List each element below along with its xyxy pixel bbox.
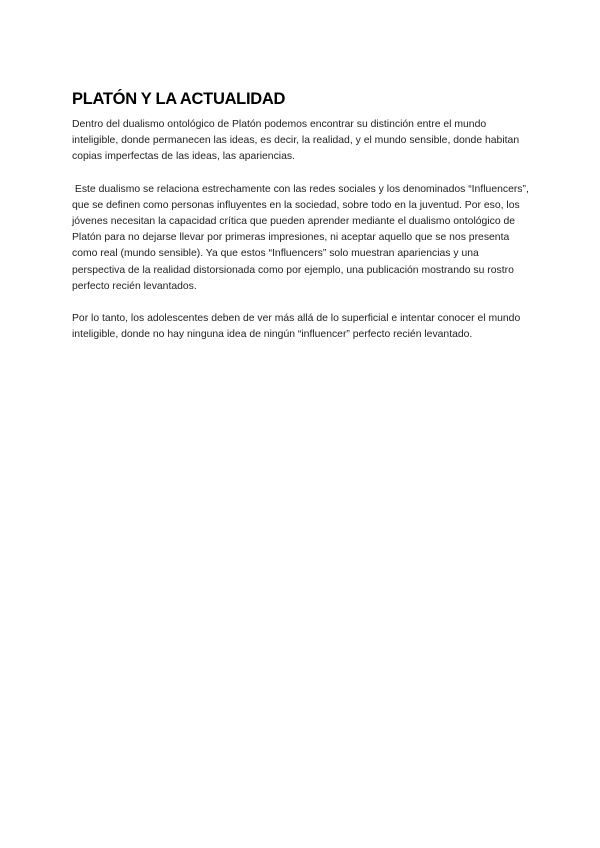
- document-title: PLATÓN Y LA ACTUALIDAD: [72, 90, 286, 108]
- paragraph-spacer: [72, 295, 532, 311]
- paragraph-spacer: [72, 166, 532, 182]
- paragraph-dualismo: Dentro del dualismo ontológico de Platón podemos encontrar su distinción entre el mundo inteligible, donde permanecen las ideas, es decir, la realidad, y el mundo sensible, donde habitan copias imperfectas de las ideas, las apariencias.: [72, 119, 522, 163]
- paragraph-influencers: Este dualismo se relaciona estrechamente con las redes sociales y los denominados “Influencers”, que se definen como personas influyentes en la sociedad, sobre todo en la juventud. Por eso, los jóvenes necesitan la capacidad crítica que pueden aprender mediante el dualismo ontológico de Platón para no dejarse llevar por primeras impresiones, ni aceptar aquello que se nos presenta como real (mundo sensible). Ya que estos “Influencers” solo muestran apariencias y una perspectiva de la realidad distorsionada como por ejemplo, una publicación mostrando su rostro perfecto recién levantados.: [72, 183, 532, 292]
- document-page: [72, 90, 532, 343]
- paragraph-conclusion: Por lo tanto, los adolescentes deben de ver más allá de lo superficial e intentar conocer el mundo inteligible, donde no hay ninguna idea de ningún “influencer” perfecto recién levantado.: [72, 313, 524, 341]
